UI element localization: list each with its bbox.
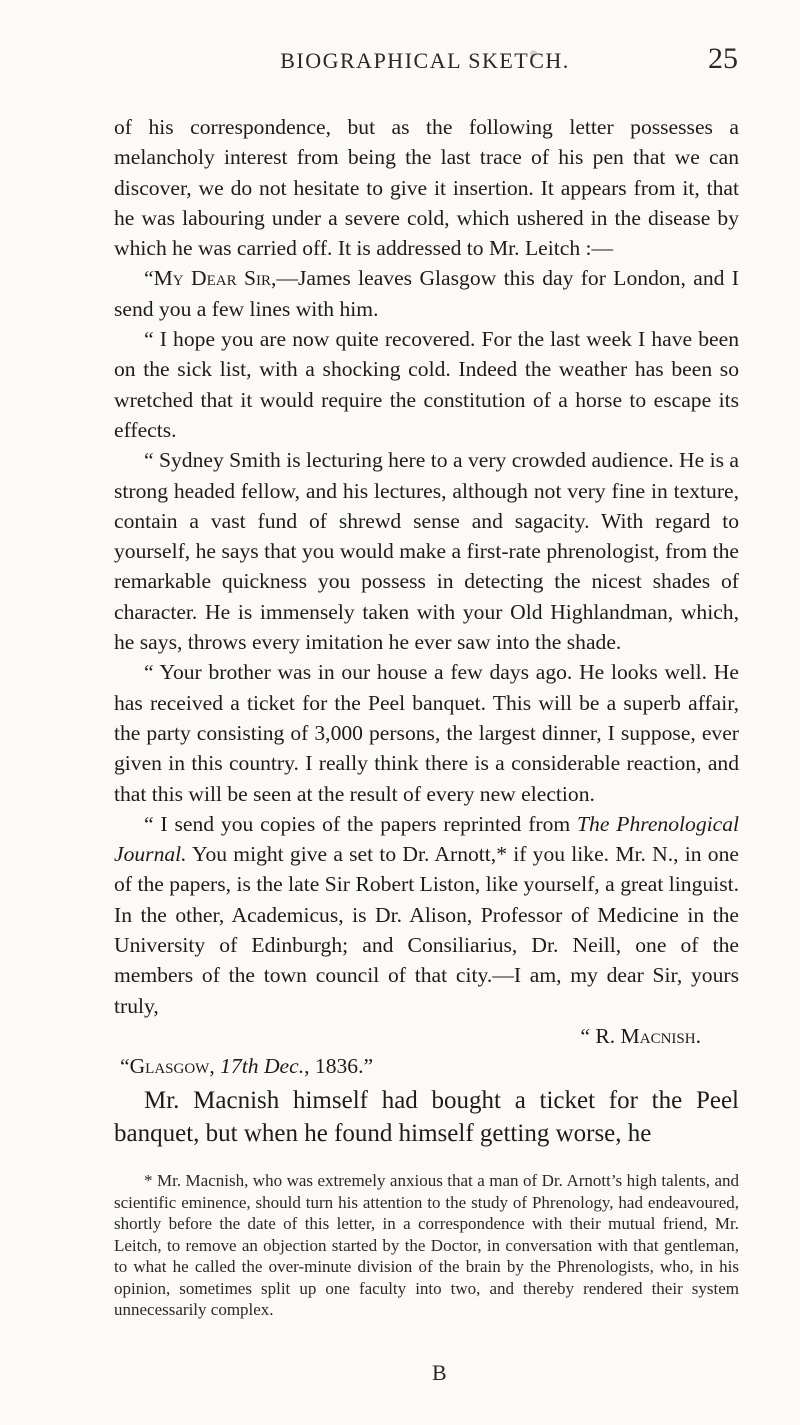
intro-paragraph: of his correspondence, but as the following letter possesses a melancholy interest from being the last trace of his pen that we can discover, we do not hesitate to give it insertion. It appears from it, that he was labouring under a severe cold, which ushered in the disease by which he was carried off. It is addressed to Mr. Leitch :—: [114, 115, 739, 261]
letter-paragraph-4: “ Your brother was in our house a few days ago. He looks well. He has received a ticket for the Peel banquet. This will be a superb affair, the party consisting of 3,000 persons, the largest dinner, I suppose, ever given in this country. I really think there is a considerable reaction, and that this will be seen at the result of every new election.: [114, 660, 739, 806]
resume-text: [114, 1084, 739, 1150]
page-header: [112, 42, 738, 82]
letter-paragraph-2: “ I hope you are now quite recovered. For the last week I have been on the sick list, with a shocking cold. Indeed the weather has been so wretched that it would require the constitution of a horse to escape its effects.: [114, 327, 739, 442]
main-text: [114, 112, 739, 1082]
footnote-text: * Mr. Macnish, who was extremely anxious that a man of Dr. Arnott’s high talents, and scientific eminence, should turn his attention to the study of Phrenology, had endeavoured, shortly before the date of this letter, in a correspondence with their mutual friend, Mr. Leitch, to remove an objection started by the Doctor, in conversation with that gentleman, to what he called the over-minute division of the brain by the Phrenologists, who, in his opinion, sometimes split up one faculty into two, and thereby rendered their system unnecessarily complex.: [114, 1171, 739, 1319]
letter-paragraph-5-start: “ I send you copies of the papers reprinted from: [144, 811, 578, 836]
letter-paragraph-3: “ Sydney Smith is lecturing here to a very crowded audience. He is a strong headed fellow, and his lectures, although not very fine in texture, contain a vast fund of shrewd sense and sagacity. With regard to yourself, he says that you would make a first-rate phrenologist, from the remarkable quickness you possess in detecting the nicest shades of character. He is immensely taken with your Old Highlandman, which, he says, throws every imitation he ever saw into the shade.: [114, 448, 739, 655]
footnote: [114, 1170, 739, 1321]
letter-date: [114, 1051, 739, 1081]
letter-signature: “ R. Macnish.: [580, 1023, 701, 1048]
signature-mark: B: [432, 1360, 447, 1385]
date-place: “Glasgow,: [120, 1054, 215, 1079]
resume-paragraph: Mr. Macnish himself had bought a ticket for the Peel banquet, but when he found himself getting worse, he: [114, 1087, 739, 1147]
journal-title: The Phrenological Journal.: [114, 811, 739, 867]
running-head: BIOGRAPHICAL SKETCH.: [280, 48, 570, 73]
page-number: 25: [708, 42, 738, 75]
date-day: 17th Dec.: [220, 1054, 305, 1079]
letter-paragraph-1: [114, 263, 739, 324]
letter-paragraph-1-text: —James leaves Glasgow this day for London, and I send you a few lines with him.: [114, 266, 740, 321]
date-year: , 1836.”: [304, 1054, 374, 1079]
letter-paragraph-5: [114, 809, 739, 1021]
letter-salutation: “My Dear Sir,: [144, 266, 277, 291]
letter-paragraph-5-end: You might give a set to Dr. Arnott,* if you like. Mr. N., in one of the papers, is the late Sir Robert Liston, like yourself, a great linguist. In the other, Academicus, is Dr. Alison, Professor of Medicine in the University of Edinburgh; and Consiliarius, Dr. Neill, one of the members of the town council of that city.—I am, my dear Sir, yours truly,: [114, 842, 739, 1018]
